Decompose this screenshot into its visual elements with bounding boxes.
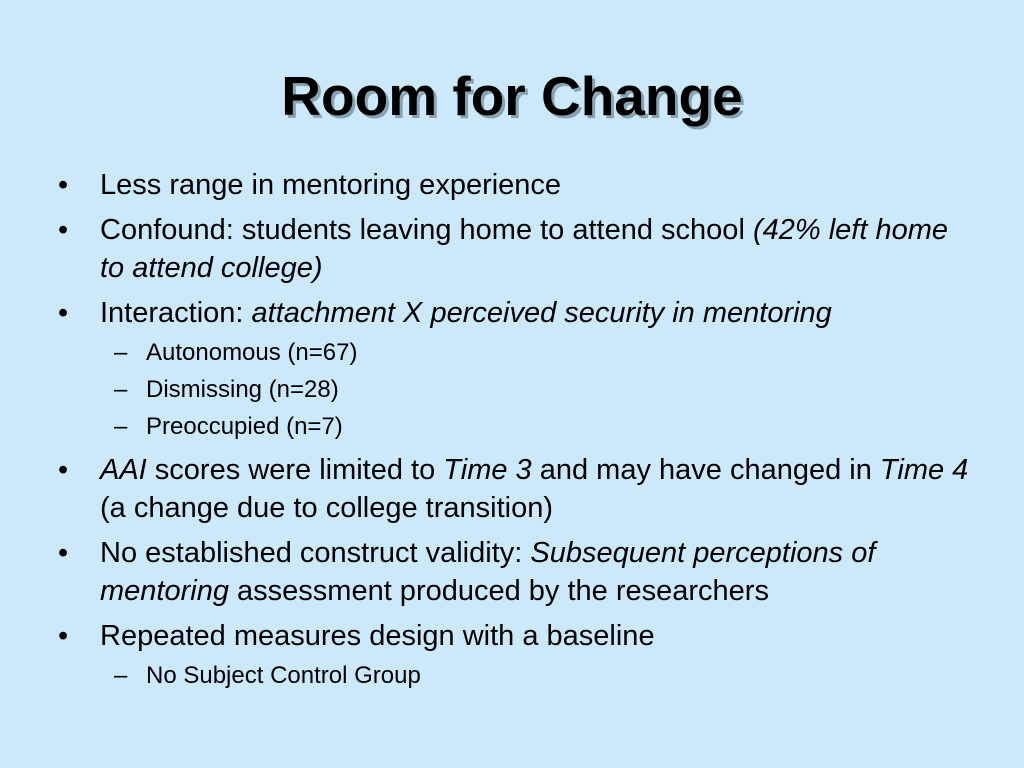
bullet-marker: • xyxy=(58,169,69,201)
bullet-marker: • xyxy=(58,214,69,246)
bullet-marker: • xyxy=(58,297,69,329)
sub-bullet-text: Preoccupied (n=7) xyxy=(146,413,343,440)
bullet-italic-text: AAI xyxy=(100,454,147,486)
bullet-italic-text: Time 4 xyxy=(879,454,969,486)
sub-bullet-item xyxy=(58,374,978,406)
bullet-text: Confound: students leaving home to attend school xyxy=(100,214,753,246)
sub-bullet-text: Dismissing (n=28) xyxy=(146,376,339,403)
bullet-item xyxy=(58,617,978,655)
bullet-italic-text: Subsequent perceptions of mentoring xyxy=(100,537,876,607)
bullet-item xyxy=(58,166,978,204)
bullet-text: scores were limited to xyxy=(146,454,444,486)
sub-bullet-item xyxy=(58,337,978,369)
bullet-marker: • xyxy=(58,620,69,652)
bullet-text: Interaction: xyxy=(100,297,252,329)
bullet-text: No established construct validity: xyxy=(100,537,531,569)
bullet-item xyxy=(58,211,978,287)
bullet-text: Less range in mentoring experience xyxy=(100,169,562,201)
bullet-text: (a change due to college transition) xyxy=(100,492,554,524)
bullet-italic-text: (42% left home to attend college) xyxy=(100,214,948,284)
bullet-text: assessment produced by the researchers xyxy=(228,575,769,607)
sub-bullet-item xyxy=(58,660,978,692)
dash-marker: – xyxy=(114,376,128,403)
bullet-item xyxy=(58,534,978,610)
sub-bullet-text: Autonomous (n=67) xyxy=(146,339,358,366)
bullet-item xyxy=(58,451,978,527)
bullet-item xyxy=(58,294,978,332)
bullet-italic-text: attachment X perceived security in mentoring xyxy=(251,297,832,329)
slide-title: Room for Change xyxy=(281,65,743,127)
sub-bullet-text: No Subject Control Group xyxy=(146,662,421,689)
bullet-marker: • xyxy=(58,537,69,569)
bullet-marker: • xyxy=(58,454,69,486)
bullet-list xyxy=(58,166,978,697)
bullet-text: and may have changed in xyxy=(531,454,880,486)
dash-marker: – xyxy=(114,413,128,440)
sub-bullet-item xyxy=(58,411,978,443)
dash-marker: – xyxy=(114,339,128,366)
bullet-italic-text: Time 3 xyxy=(443,454,532,486)
bullet-text: Repeated measures design with a baseline xyxy=(100,620,655,652)
dash-marker: – xyxy=(114,662,128,689)
